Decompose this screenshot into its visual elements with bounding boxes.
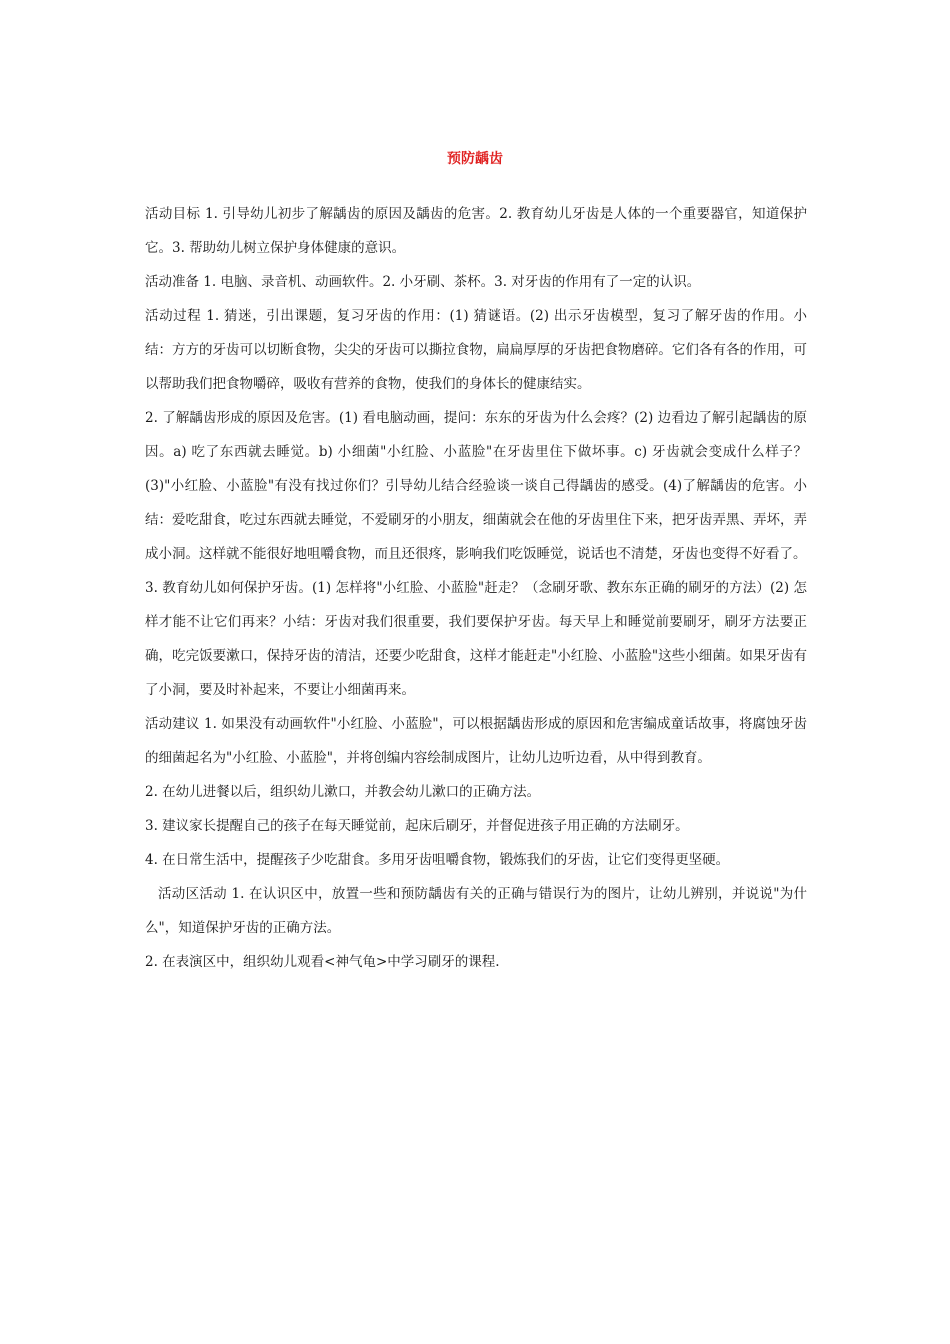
paragraph-area-activities: 活动区活动 1. 在认识区中，放置一些和预防龋齿有关的正确与错误行为的图片，让幼儿辨别，并说说"为什么"，知道保护牙齿的正确方法。 — [145, 886, 807, 936]
paragraph-suggestion-2: 2. 在幼儿进餐以后，组织幼儿漱口，并教会幼儿漱口的正确方法。 — [145, 784, 541, 800]
paragraph-suggestion-3: 3. 建议家长提醒自己的孩子在每天睡觉前，起床后刷牙，并督促进孩子用正确的方法刷牙。 — [145, 818, 689, 834]
paragraph-activity-goals: 活动目标 1. 引导幼儿初步了解龋齿的原因及龋齿的危害。2. 教育幼儿牙齿是人体的一个重要器官，知道保护它。3. 帮助幼儿树立保护身体健康的意识。 — [145, 206, 807, 256]
paragraph-activity-suggestions: 活动建议 1. 如果没有动画软件"小红脸、小蓝脸"，可以根据龋齿形成的原因和危害编成童话故事，将腐蚀牙齿的细菌起名为"小红脸、小蓝脸"，并将创编内容绘制成图片，让幼儿边听边看，从中得到教育。 — [145, 716, 807, 766]
paragraph-activity-preparation: 活动准备 1. 电脑、录音机、动画软件。2. 小牙刷、茶杯。3. 对牙齿的作用有了一定的认识。 — [145, 274, 701, 290]
paragraph-activity-process: 活动过程 1. 猜迷，引出课题，复习牙齿的作用：(1) 猜谜语。(2) 出示牙齿模型，复习了解牙齿的作用。小结：方方的牙齿可以切断食物，尖尖的牙齿可以撕拉食物，扁扁厚厚的牙齿把食物磨碎。它们各有各的作用，可以帮助我们把食物嚼碎，吸收有营养的食物，使我们的身体长的健康结实。 — [145, 308, 807, 392]
paragraph-protect-teeth: 3. 教育幼儿如何保护牙齿。(1) 怎样将"小红脸、小蓝脸"赶走？（念刷牙歌、教东东正确的刷牙的方法）(2) 怎样才能不让它们再来？小结：牙齿对我们很重要，我们要保护牙齿。每天早上和睡觉前要刷牙，刷牙方法要正确，吃完饭要漱口，保持牙齿的清洁，还要少吃甜食，这样才能赶走"小红脸、小蓝脸"这些小细菌。如果牙齿有了小洞，要及时补起来，不要让小细菌再来。 — [145, 580, 807, 698]
document-body — [145, 197, 807, 979]
paragraph-suggestion-4: 4. 在日常生活中，提醒孩子少吃甜食。多用牙齿咀嚼食物，锻炼我们的牙齿，让它们变得更坚硬。 — [145, 852, 730, 868]
paragraph-area-activity-2: 2. 在表演区中，组织幼儿观看<神气龟>中学习刷牙的课程. — [145, 954, 500, 970]
document-title: 预防龋齿 — [447, 151, 503, 167]
paragraph-cavity-causes: 2. 了解龋齿形成的原因及危害。(1) 看电脑动画，提问：东东的牙齿为什么会疼？(2) 边看边了解引起龋齿的原因。a) 吃了东西就去睡觉。b) 小细菌"小红脸、小蓝脸"在牙齿里住下做坏事。c) 牙齿就会变成什么样子？(3)"小红脸、小蓝脸"有没有找过你们？引导幼儿结合经验谈一谈自己得龋齿的感受。(4)了解龋齿的危害。小结：爱吃甜食，吃过东西就去睡觉，不爱刷牙的小朋友，细菌就会在他的牙齿里住下来，把牙齿弄黑、弄坏，弄成小洞。这样就不能很好地咀嚼食物，而且还很疼，影响我们吃饭睡觉，说话也不清楚，牙齿也变得不好看了。 — [145, 410, 807, 562]
